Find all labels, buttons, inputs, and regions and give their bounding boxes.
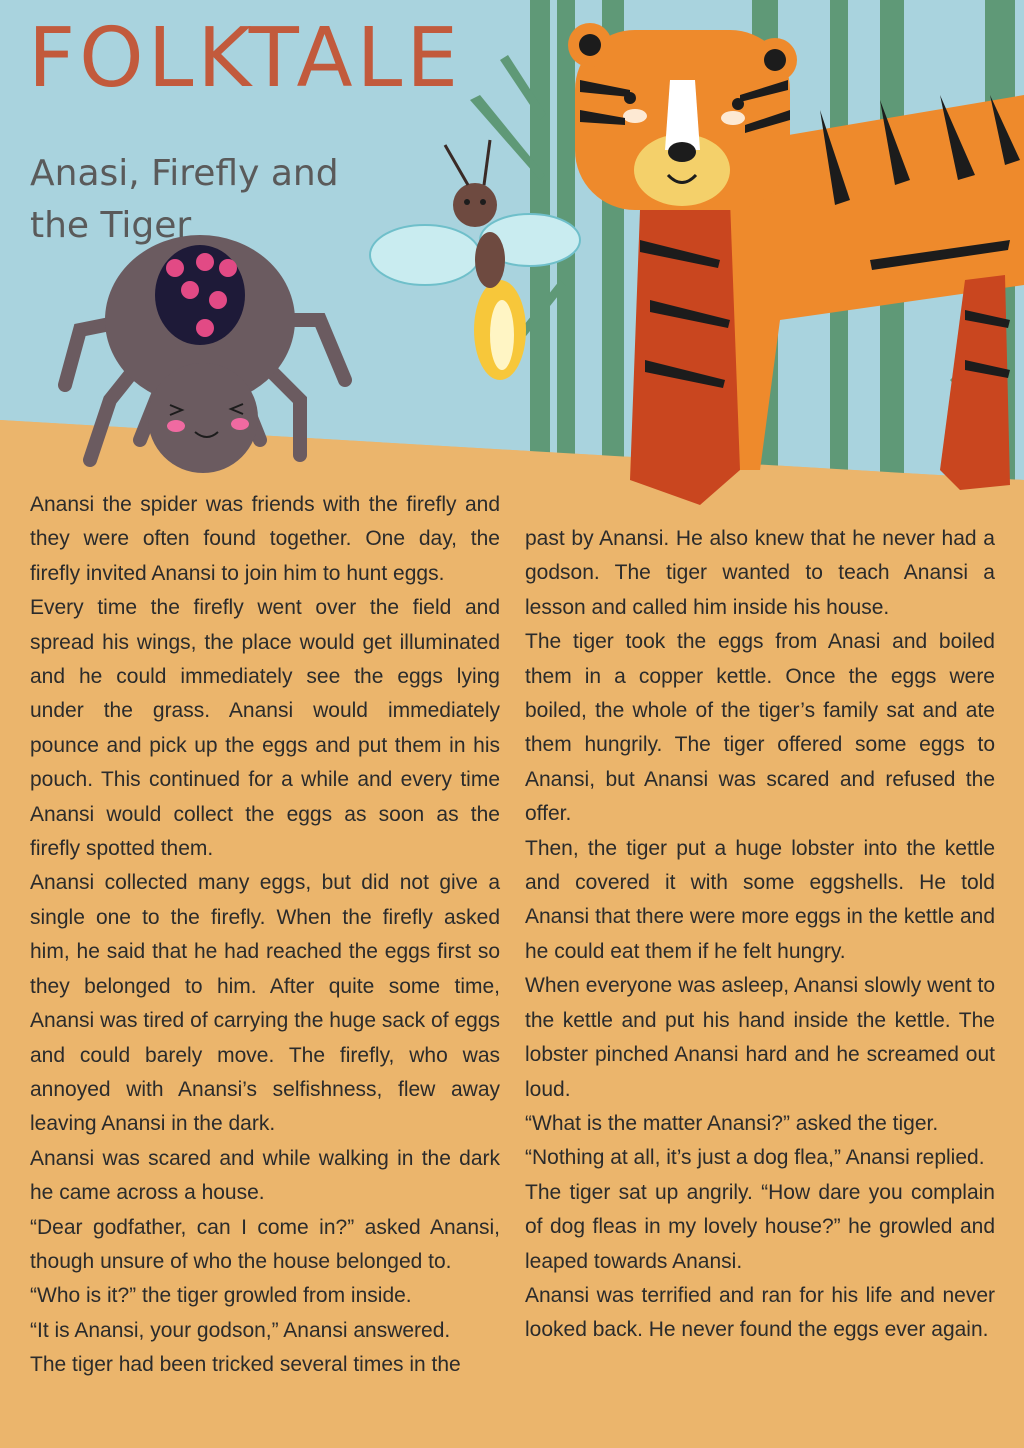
story-paragraph: Anansi the spider was friends with the firefly and they were often found together. One day, the firefly invited Anansi to join him to hunt eggs. — [30, 493, 500, 585]
story-paragraph: past by Anansi. He also knew that he never had a godson. The tiger wanted to teach Anansi a lesson and called him inside his house. — [525, 527, 995, 619]
story-paragraph: Anansi was scared and while walking in the dark he came across a house. — [30, 1146, 500, 1205]
story-right-column — [525, 522, 995, 1348]
story-left-column — [30, 488, 500, 1383]
story-paragraph: “What is the matter Anansi?” asked the tiger. — [525, 1111, 939, 1135]
story-paragraph: “Dear godfather, can I come in?” asked Anansi, though unsure of who the house belonged to. — [30, 1215, 500, 1273]
story-paragraph: The tiger sat up angrily. “How dare you complain of dog fleas in my lovely house?” he growled and leaped towards Anansi. — [525, 1180, 995, 1273]
page-title: FOLKTALE — [28, 11, 463, 106]
story-paragraph: “Who is it?” the tiger growled from inside. — [30, 1284, 412, 1308]
story-paragraph: Anansi collected many eggs, but did not give a single one to the firefly. When the firefly asked him, he said that he had reached the eggs first so they belonged to him. After quite some time, Anansi was tired of carrying the huge sack of eggs and could barely move. The firefly, who was annoyed with Anansi’s selfishness, flew away leaving Anansi in the dark. — [30, 871, 500, 1136]
story-paragraph: “Nothing at all, it’s just a dog flea,” Anansi replied. — [525, 1146, 985, 1170]
story-paragraph: “It is Anansi, your godson,” Anansi answered. — [30, 1318, 451, 1342]
story-paragraph: Then, the tiger put a huge lobster into the kettle and covered it with some eggshells. He told Anansi that there were more eggs in the kettle and he could eat them if he felt hungry. — [525, 836, 995, 963]
story-subtitle: Anasi, Firefly and the Tiger — [30, 153, 339, 246]
story-paragraph: Anansi was terrified and ran for his life and never looked back. He never found the eggs ever again. — [525, 1283, 995, 1342]
story-paragraph: The tiger took the eggs from Anasi and boiled them in a copper kettle. Once the eggs were boiled, the whole of the tiger’s family sat and ate them hungrily. The tiger offered some eggs to Anansi, but Anansi was scared and refused the offer. — [525, 630, 995, 826]
story-paragraph: When everyone was asleep, Anansi slowly went to the kettle and put his hand inside the kettle. The lobster pinched Anansi hard and he screamed out loud. — [525, 974, 995, 1101]
story-paragraph: Every time the firefly went over the field and spread his wings, the place would get illuminated and he could immediately see the eggs lying under the grass. Anansi would immediately pounce and pick up the eggs and put them in his pouch. This continued for a while and every time Anansi would collect the eggs as soon as the firefly spotted them. — [30, 596, 500, 861]
story-paragraph: The tiger had been tricked several times in the — [30, 1353, 461, 1377]
